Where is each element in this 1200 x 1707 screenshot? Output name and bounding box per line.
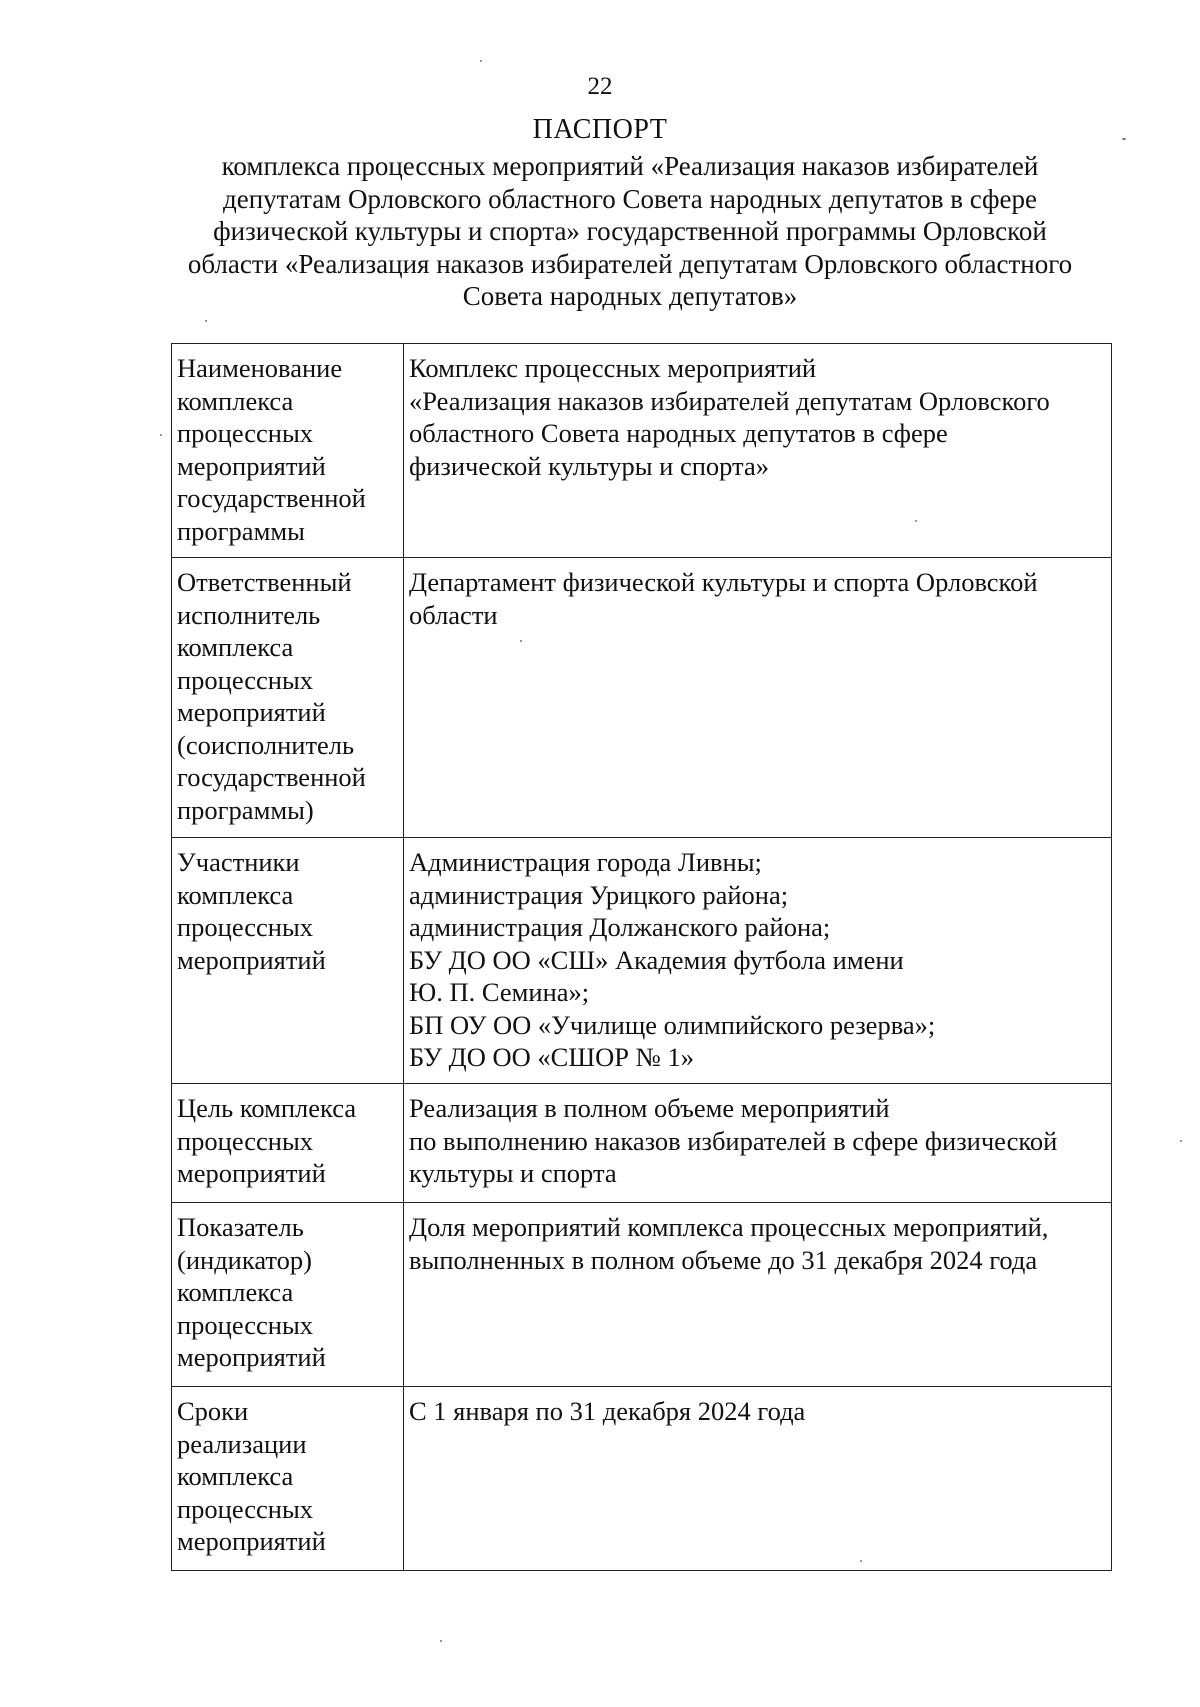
row-value-line: С 1 января по 31 декабря 2024 года [409,1396,806,1426]
row-value-line: области [409,599,498,630]
row-label-line: процессных [177,1309,314,1340]
row-label-line: мероприятий [177,697,326,727]
row-value-cell [404,344,1112,558]
row-label-line: (соисполнитель [177,729,355,760]
row-label-line: комплекса [177,879,294,910]
row-value-cell [404,1084,1112,1203]
row-value-line: БУ ДО ОО «СШ» Академия футбола имени [409,944,904,975]
subtitle-line: области «Реализация наказов избирателей депутатам Орловского областного [187,248,1073,279]
row-label-line: комплекса [177,1461,294,1491]
row-value-line: областного Совета народных депутатов в сфере [409,418,948,448]
row-value-line: Реализация в полном объеме мероприятий [409,1093,890,1123]
row-label-line: мероприятий [177,450,326,481]
row-label-cell [172,838,404,1084]
row-value-line: БУ ДО ОО «СШОР № 1» [409,1042,694,1072]
row-label-line: Показатель [177,1212,304,1242]
row-label-line: Участники [177,847,300,877]
row-label-line: процессных [177,1125,314,1156]
row-label-line: (индикатор) [177,1244,312,1275]
subtitle-line: комплекса процессных мероприятий «Реализация наказов избирателей [221,151,1039,181]
table-row-program-name [172,344,1112,558]
table-row-responsible-executor [172,558,1112,838]
row-value-line: «Реализация наказов избирателей депутатам Орловского [409,385,1050,416]
row-value-line: Комплекс процессных мероприятий [409,353,817,383]
row-value-cell [404,838,1112,1084]
scan-speck [915,520,917,522]
row-value-line: Доля мероприятий комплекса процессных мероприятий, [409,1212,1049,1242]
row-label-cell [172,344,404,558]
row-label-cell [172,1203,404,1387]
row-label-line: комплекса [177,1277,294,1307]
row-label-line: исполнитель [177,599,321,630]
row-value-cell [404,1387,1112,1571]
scan-speck [860,1560,862,1562]
row-label-line: комплекса [177,385,294,416]
row-label-line: программы [177,515,305,546]
row-label-line: мероприятий [177,1342,326,1372]
row-label-cell [172,1387,404,1571]
table-row-indicator [172,1203,1112,1387]
row-value-line: физической культуры и спорта» [409,450,769,481]
row-value-line: администрация Должанского района; [409,912,831,942]
row-label-line: реализации [177,1428,307,1459]
passport-table [171,343,1112,1571]
row-label-line: комплекса [177,632,294,662]
subtitle-line: физической культуры и спорта» государственной программы Орловской [213,216,1047,246]
row-label-line: государственной [177,762,366,792]
scan-speck [160,434,162,436]
row-label-cell [172,558,404,838]
table-row-goal [172,1084,1112,1203]
row-value-cell [404,558,1112,838]
row-value-line: выполненных в полном объеме до 31 декабря 2024 года [409,1244,1038,1275]
scan-speck [1122,138,1126,140]
table-row-timeframe [172,1387,1112,1571]
row-label-line: Цель комплекса [177,1093,357,1123]
row-label-line: процессных [177,418,314,448]
scan-speck [520,640,522,642]
scan-speck [1180,1140,1182,1142]
row-value-line: Департамент физической культуры и спорта Орловской [409,567,1038,597]
subtitle-line: депутатам Орловского областного Совета народных депутатов в сфере [222,183,1037,214]
row-label-line: процессных [177,1493,314,1524]
row-label-line: Ответственный [177,567,352,597]
row-label-cell [172,1084,404,1203]
page-number: 22 [587,73,613,100]
subtitle-line: Совета народных депутатов» [462,281,798,311]
row-value-cell [404,1203,1112,1387]
document-subtitle [160,150,1100,313]
row-label-line: процессных [177,664,314,695]
row-value-line: Ю. П. Семина»; [409,977,590,1007]
row-value-line: Администрация города Ливны; [409,847,762,877]
row-value-line: администрация Урицкого района; [409,879,789,910]
row-value-line: БП ОУ ОО «Училище олимпийского резерва»; [409,1009,936,1040]
document-title: ПАСПОРТ [532,114,668,145]
scan-speck [480,60,482,62]
row-label-line: Наименование [177,353,343,383]
row-label-line: мероприятий [177,944,326,975]
scan-speck [440,1640,442,1642]
table-row-participants [172,838,1112,1084]
row-label-line: программы) [177,794,314,825]
row-label-line: процессных [177,912,314,942]
row-label-line: Сроки [177,1396,249,1426]
scan-speck [205,320,207,322]
row-value-line: по выполнению наказов избирателей в сфере физической [409,1125,1058,1156]
row-label-line: мероприятий [177,1158,326,1188]
row-label-line: государственной [177,483,366,513]
row-label-line: мероприятий [177,1526,326,1556]
row-value-line: культуры и спорта [409,1158,617,1188]
